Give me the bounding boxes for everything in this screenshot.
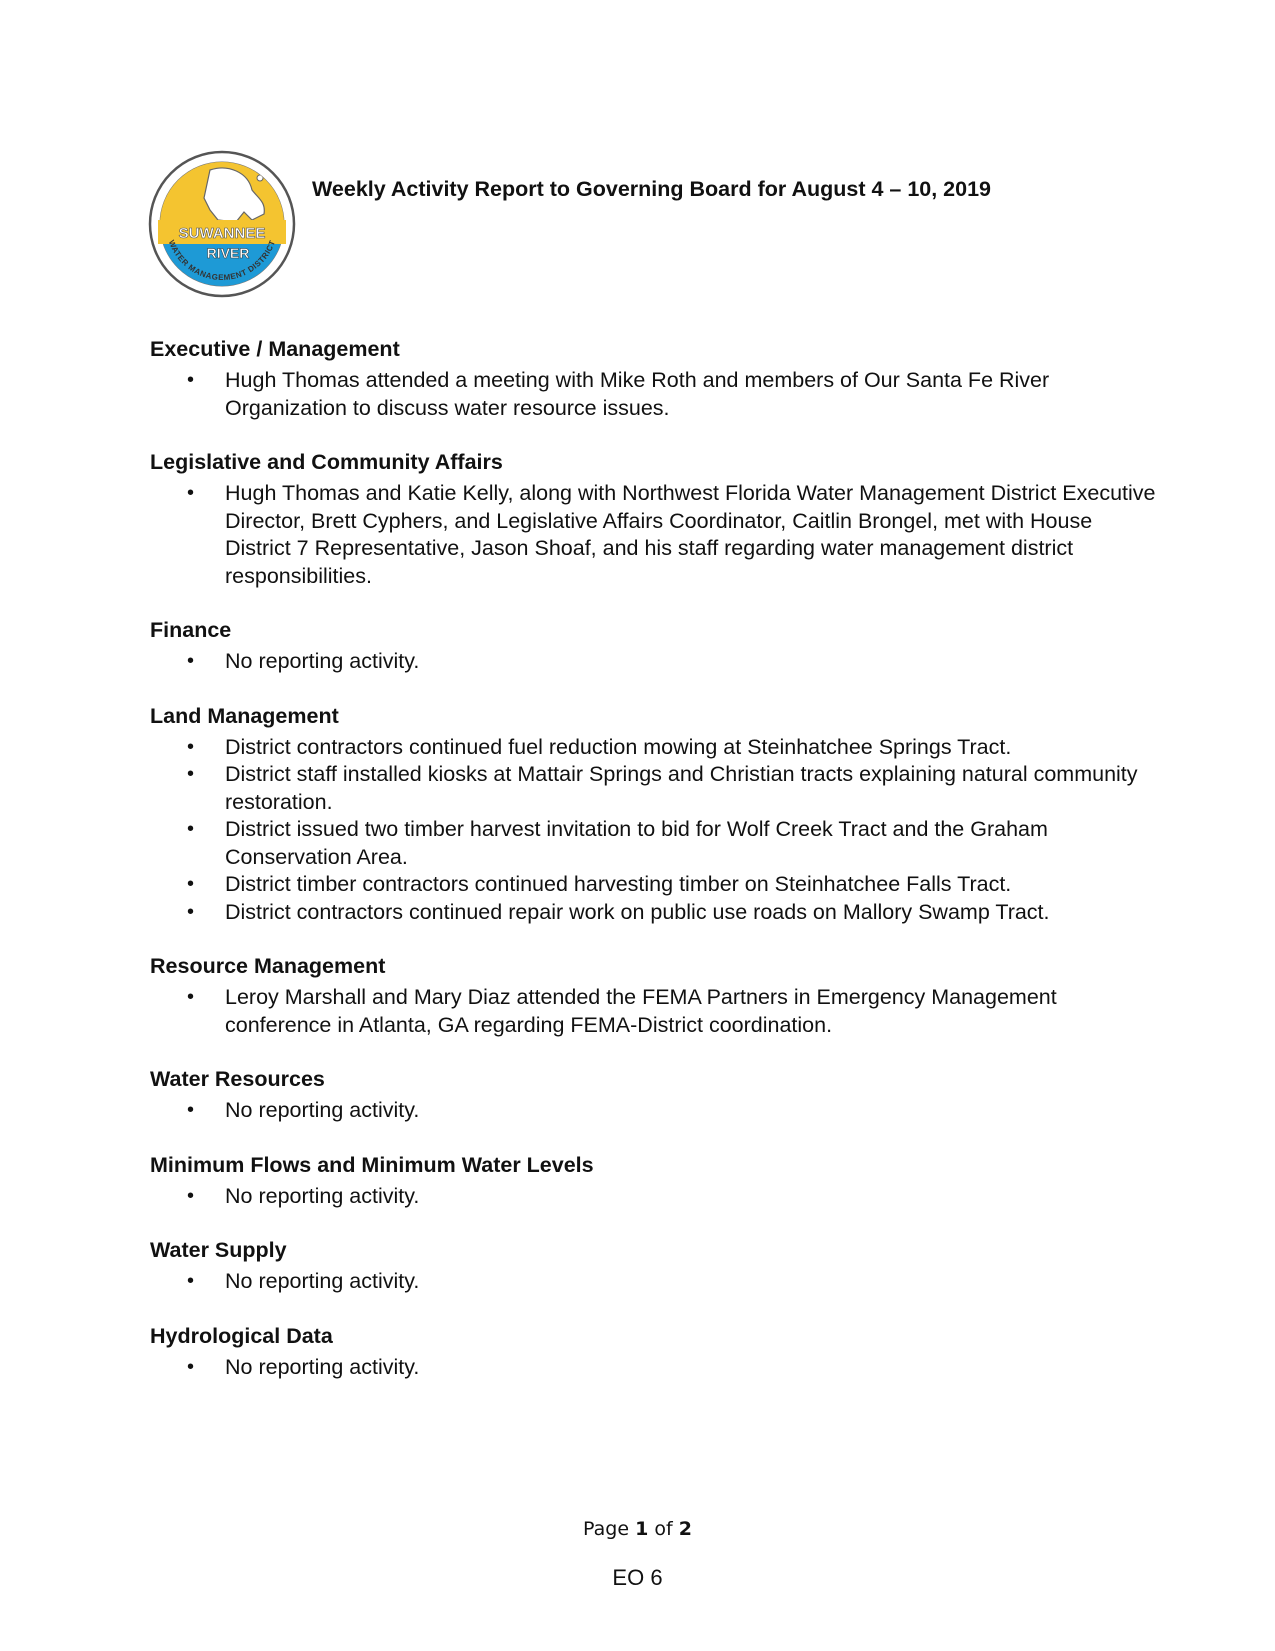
page-word: Page [583, 1518, 630, 1540]
bullet-item: • District timber contractors continued harvesting timber on Steinhatchee Falls Tract. [150, 871, 1160, 899]
section-heading: Water Resources [150, 1067, 325, 1091]
section-heading: Finance [150, 618, 232, 642]
bullet-list [150, 1183, 1160, 1211]
section-heading: Minimum Flows and Minimum Water Levels [150, 1152, 594, 1177]
bullet-list [150, 480, 1160, 590]
page-total: 2 [678, 1518, 692, 1540]
bullet-item: • District contractors continued fuel reduction mowing at Steinhatchee Springs Tract. [150, 734, 1160, 762]
logo-text-line2: RIVER [206, 245, 250, 261]
report-title: Weekly Activity Report to Governing Board for August 4 – 10, 2019 [312, 177, 992, 201]
bullet-item: • No reporting activity. [150, 1183, 1160, 1211]
section-heading: Resource Management [150, 954, 386, 978]
section-heading: Executive / Management [150, 337, 400, 361]
report-section [150, 953, 1160, 1039]
report-section [150, 1066, 1160, 1125]
report-body [150, 336, 1160, 1408]
bullet-item: • Hugh Thomas attended a meeting with Mike Roth and members of Our Santa Fe River Organization to discuss water resource issues. [150, 367, 1160, 422]
logo-text-line1: SUWANNEE [178, 225, 266, 242]
bullet-list [150, 734, 1160, 927]
bullet-list [150, 367, 1160, 422]
report-section [150, 1323, 1160, 1382]
bullet-item: • No reporting activity. [150, 648, 1160, 676]
bullet-item: • District staff installed kiosks at Mattair Springs and Christian tracts explaining natural community restoration. [150, 761, 1160, 816]
report-section [150, 617, 1160, 676]
report-section [150, 1152, 1160, 1211]
report-section [150, 336, 1160, 422]
section-heading: Legislative and Community Affairs [150, 450, 503, 474]
report-section [150, 449, 1160, 590]
logo-ring-text: WATER MANAGEMENT DISTRICT [166, 238, 278, 283]
district-logo [148, 150, 296, 298]
section-heading: Water Supply [150, 1238, 287, 1262]
bullet-list [150, 1354, 1160, 1382]
page-of: of [654, 1518, 673, 1540]
bullet-item: • District issued two timber harvest invitation to bid for Wolf Creek Tract and the Graham Conservation Area. [150, 816, 1160, 871]
page-number [0, 1518, 1275, 1540]
section-heading: Hydrological Data [150, 1323, 333, 1348]
bullet-list [150, 1097, 1160, 1125]
bullet-item: • No reporting activity. [150, 1268, 1160, 1296]
page-current: 1 [635, 1518, 649, 1540]
bullet-item: • Leroy Marshall and Mary Diaz attended the FEMA Partners in Emergency Management conference in Atlanta, GA regarding FEMA-District coordination. [150, 984, 1160, 1039]
bullet-item: • District contractors continued repair work on public use roads on Mallory Swamp Tract. [150, 899, 1160, 927]
section-heading: Land Management [150, 703, 339, 728]
bullet-list [150, 648, 1160, 676]
report-section [150, 703, 1160, 927]
bullet-list [150, 984, 1160, 1039]
bullet-item: • No reporting activity. [150, 1097, 1160, 1125]
document-code: EO 6 [612, 1565, 663, 1590]
report-section [150, 1237, 1160, 1296]
bullet-list [150, 1268, 1160, 1296]
bullet-item: • Hugh Thomas and Katie Kelly, along with Northwest Florida Water Management District Executive Director, Brett Cyphers, and Legislative Affairs Coordinator, Caitlin Brongel, met with House District 7 Representative, Jason Shoaf, and his staff regarding water management district responsibilities. [150, 480, 1160, 590]
bullet-item: • No reporting activity. [150, 1354, 1160, 1382]
